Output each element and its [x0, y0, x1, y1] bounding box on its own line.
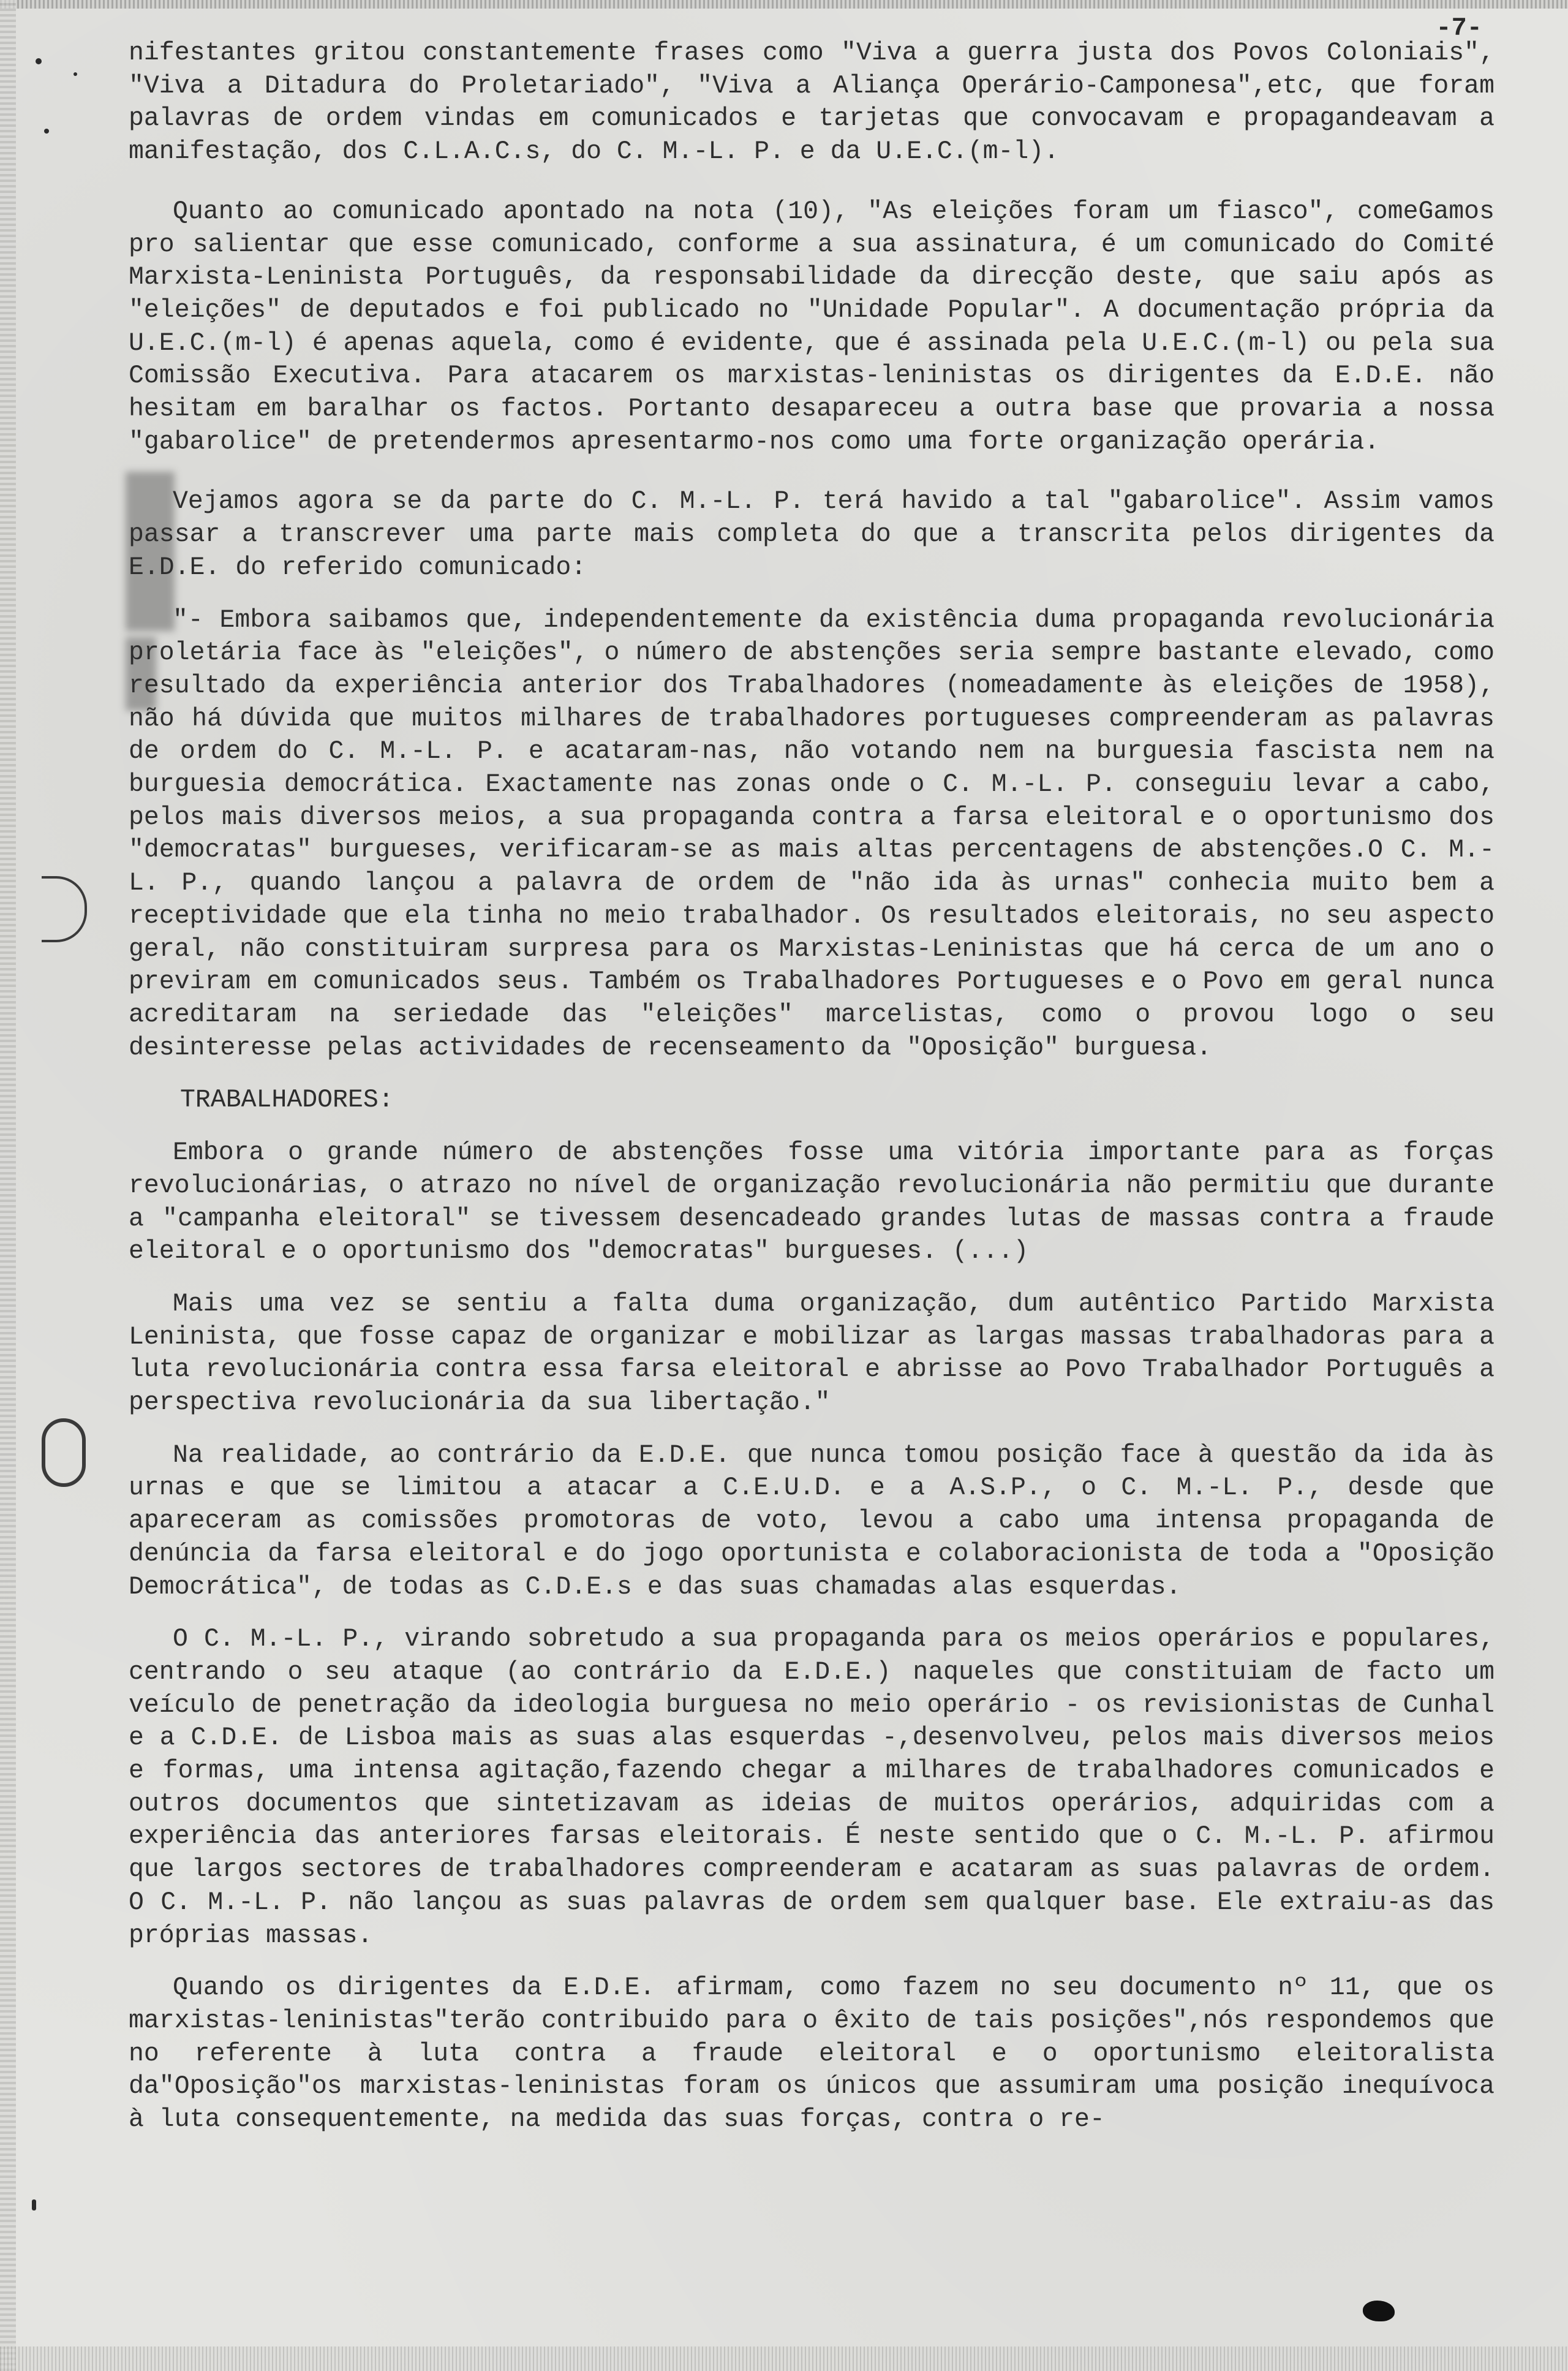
ink-speck [44, 129, 49, 134]
punch-hole-upper [42, 876, 87, 942]
quoted-paragraph: "- Embora saibamos que, independentemente da existência duma propaganda revolucionária proletária face às "eleições", o número de abstenções seria sempre bastante elevado, como resultado da experiência anterior dos Trabalhadores (nomeadamente às eleições de 1958), não há dúvida que muitos milhares de trabalhadores portugueses compreenderam as palavras de ordem do C. M.-L. P. e acataram-nas, não votando nem na burguesia fascista nem na burguesia democrática. Exactamente nas zonas onde o C. M.-L. P. conseguiu levar a cabo, pelos mais diversos meios, a sua propaganda contra a farsa eleitoral e o oportunismo dos "democratas" burgueses, verificaram-se as mais altas percentagens de abstenções.O C. M.-L. P., quando lançou a palavra de ordem de "não ida às urnas" conhecia muito bem a receptividade que ela tinha no meio trabalhador. Os resultados eleitorais, no seu aspecto geral, não constituiram surpresa para os Marxistas-Leninistas que há cerca de um ano o previram em comunicados seus. Também os Trabalhadores Portugueses e o Povo em geral nunca acreditaram na seriedade das "eleições" marcelistas, como o provou logo o seu desinteresse pelas actividades de recenseamento da "Oposição" burguesa. [129, 605, 1494, 1062]
paragraph-2: Quanto ao comunicado apontado na nota (10), "As eleições foram um fiasco", comeGamos pro salientar que esse comunicado, conforme a sua assinatura, é um comunicado do Comité Marxista-Leninista Português, da responsabilidade da direcção deste, que saiu após as "eleições" de deputados e foi publicado no "Unidade Popular". A documentação própria da U.E.C.(m-l) é apenas aquela, como é evidente, que é assinada pela U.E.C.(m-l) ou pela sua Comissão Executiva. Para atacarem os marxistas-leninistas os dirigentes da E.D.E. não hesitam em baralhar os factos. Portanto desapareceu a outra base que provaria a nossa "gabarolice" de pretendermos apresentarmo-nos como uma forte organização operária. [129, 197, 1494, 456]
paragraph-3: Vejamos agora se da parte do C. M.-L. P. terá havido a tal "gabarolice". Assim vamos passar a transcrever uma parte mais completa do que a transcrita pelos dirigentes da E.D.E. do referido comunicado: [129, 487, 1494, 582]
page-number: -7- [1436, 13, 1482, 43]
paragraph-7: Na realidade, ao contrário da E.D.E. que nunca tomou posição face à questão da ida às urnas e que se limitou a atacar a C.E.U.D. e a A.S.P., o C. M.-L. P., desde que apareceram as comissões promotoras de voto, levou a cabo uma intensa propaganda de denúncia da farsa eleitoral e do jogo oportunista e colaboracionista de toda a "Oposição Democrática", de todas as C.D.E.s e das suas chamadas alas esquerdas. [129, 1440, 1494, 1601]
section-heading: TRABALHADORES: [180, 1086, 394, 1115]
paragraph-8: O C. M.-L. P., virando sobretudo a sua propaganda para os meios operários e populares, centrando o seu ataque (ao contrário da E.D.E.) naqueles que constituiam de facto um veículo de penetração da ideologia burguesa no meio operário - os revisionistas de Cunhal e a C.D.E. de Lisboa mais as suas alas esquerdas -,desenvolveu, pelos mais diversos meios e formas, uma intensa agitação,fazendo chegar a milhares de trabalhadores comunicados e outros documentos que sintetizavam as ideias de muitos operários, adquiridas com a experiência das anteriores farsas eleitorais. É neste sentido que o C. M.-L. P. afirmou que largos sectores de trabalhadores compreenderam e acataram as suas palavras de ordem. O C. M.-L. P. não lançou as suas palavras de ordem sem qualquer base. Ele extraiu-as das próprias massas. [129, 1625, 1494, 1950]
paragraph-1: nifestantes gritou constantemente frases como "Viva a guerra justa dos Povos Coloniais", "Viva a Ditadura do Proletariado", "Viva a Aliança Operário-Camponesa",etc, que foram palavras de ordem vindas em comunicados e tarjetas que convocavam e propagandeavam a manifestação, dos C.L.A.C.s, do C. M.-L. P. e da U.E.C.(m-l). [129, 39, 1494, 167]
ink-speck [32, 2199, 36, 2210]
ink-blot [1363, 2301, 1395, 2321]
document-body [129, 37, 1494, 2136]
scan-top-border [0, 0, 1568, 9]
paragraph-5: Embora o grande número de abstenções fosse uma vitória importante para as forças revolucionárias, o atrazo no nível de organização revolucionária não permitiu que durante a "campanha eleitoral" se tivessem desencadeado grandes lutas de massas contra a fraude eleitoral e o oportunismo dos "democratas" burgueses. (...) [129, 1138, 1494, 1266]
scan-bottom-border [0, 2346, 1568, 2371]
paragraph-6: Mais uma vez se sentiu a falta duma organização, dum autêntico Partido Marxista Leninista, que fosse capaz de organizar e mobilizar as largas massas trabalhadoras para a luta revolucionária contra essa farsa eleitoral e abrisse ao Povo Trabalhador Português a perspectiva revolucionária da sua libertação." [129, 1289, 1494, 1418]
paragraph-9: Quando os dirigentes da E.D.E. afirmam, como fazem no seu documento nº 11, que os marxistas-leninistas"terão contribuido para o êxito de tais posições",nós respondemos que no referente à luta contra a fraude eleitoral e o oportunismo eleitoralista da"Oposição"os marxistas-leninistas foram os únicos que assumiram uma posição inequívoca à luta consequentemente, na medida das suas forças, contra o re- [129, 1973, 1494, 2135]
scan-left-border [0, 0, 16, 2371]
ink-speck [36, 58, 42, 64]
ink-speck [74, 72, 77, 76]
punch-hole-lower [42, 1418, 86, 1487]
